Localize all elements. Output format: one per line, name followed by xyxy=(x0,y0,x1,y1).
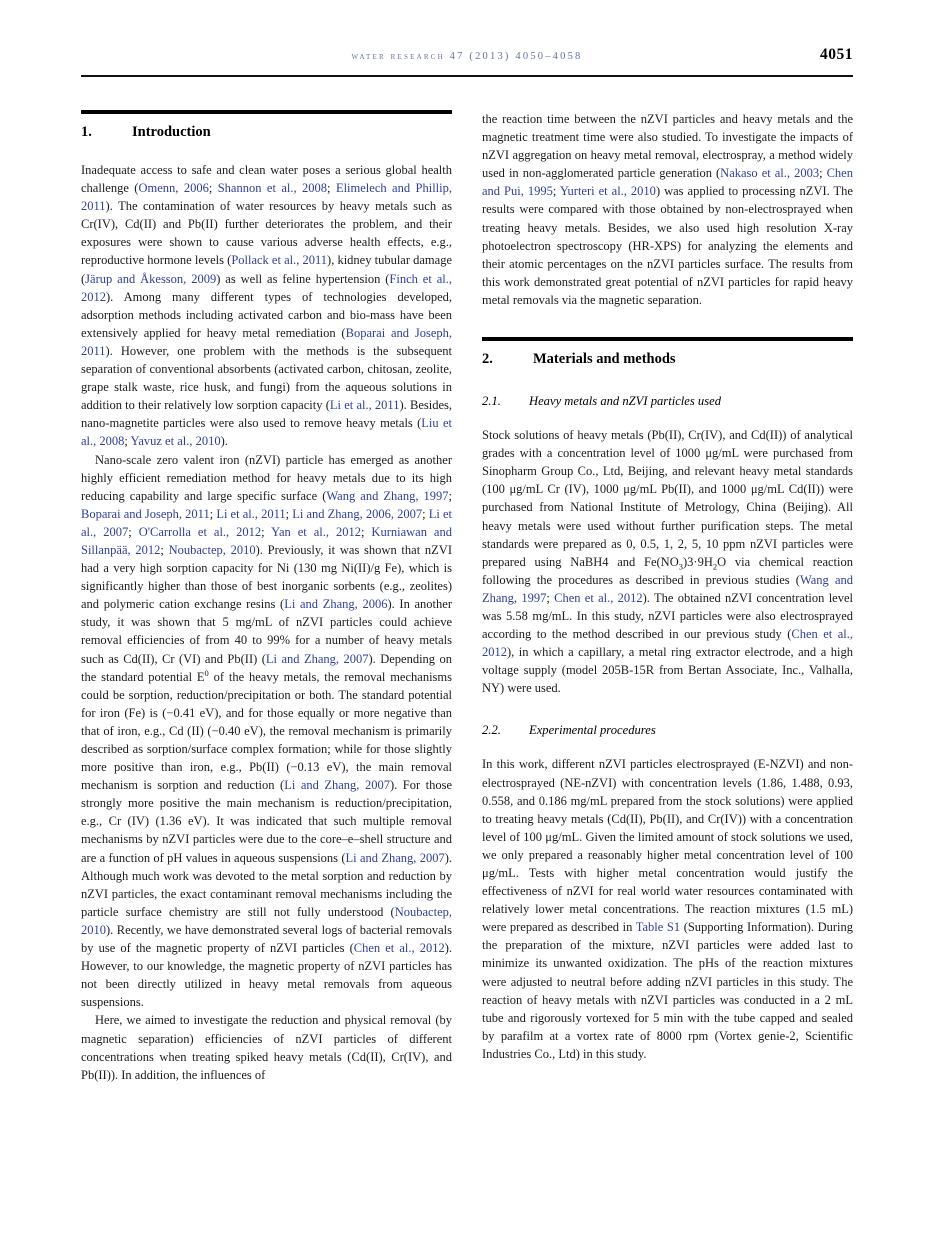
text-run: ; xyxy=(285,506,293,521)
text-run: Here, we aimed to investigate the reduction and physical removal (by magnetic separation) efficiencies of nZVI particles of different concentrations when treating spiked heavy metals (Cd(II), Cr(IV), and Pb(II)). In addition, the influences of xyxy=(81,1013,452,1082)
citation-link[interactable]: Shannon et al., 2008 xyxy=(217,181,328,196)
text-run: ; xyxy=(124,434,131,449)
text-run: ). xyxy=(220,434,228,449)
section-title xyxy=(482,351,853,368)
section-heading xyxy=(482,337,853,368)
subsection-title xyxy=(482,394,853,409)
text-run: ; xyxy=(819,166,827,181)
text-run: ). Depending on the standard potential E xyxy=(81,651,452,684)
text-run: ; xyxy=(208,181,218,196)
text-run: ; xyxy=(327,181,336,196)
citation-link[interactable]: Li et al., 2007 xyxy=(81,506,452,539)
citation-link[interactable]: Li and Zhang, 2007 xyxy=(284,778,390,793)
citation-link[interactable]: Yan et al., 2012 xyxy=(271,524,361,539)
citation-link[interactable]: Li and Zhang, 2006 xyxy=(284,597,388,612)
citation-link[interactable]: Li and Zhang, 2006, 2007 xyxy=(292,506,423,521)
paragraph xyxy=(81,161,452,451)
section-rule xyxy=(482,337,853,341)
page-number: 4051 xyxy=(820,46,853,63)
subsection-number: 2.1. xyxy=(482,394,501,409)
text-run: ). However, one problem with the methods is the subsequent separation of conventional absorbents (activated carbon, chitosan, zeolite, grape stalk waste, rice husk, and fungi) from the aqueous solutions in addition to their relatively low sorption capacity ( xyxy=(81,343,452,413)
subsection-number: 2.2. xyxy=(482,723,501,738)
citation-link[interactable]: Boparai and Joseph, 2011 xyxy=(81,506,210,521)
text-run: ; xyxy=(128,524,139,539)
journal-citation-line: water research 47 (2013) 4050–4058 xyxy=(351,51,583,62)
text-run: Stock solutions of heavy metals (Pb(II), Cr(IV), and Cd(II)) of analytical grades with a concentration level of 1000 μg/mL were purchased from Sinopharm Group Co., Ltd, Beijing, and relevant heavy metal standards (100 μg/mL Cr (IV), 1000 μg/mL Pb(II), and 1000 μg/mL Cd(II)) were purchased from National Institute of Metrology, China (Beijing). All heavy metals were used without further purification steps. The metal standards were prepared as 0, 0.5, 1, 2, 5, 10 ppm nZVI particles were prepared using NaBH4 and Fe(NO xyxy=(482,428,853,569)
section-title-text: Introduction xyxy=(132,124,211,140)
text-run: ) was applied to processing nZVI. The results were compared with those obtained by non-electrosprayed when treating heavy metals. Besides, we also used high resolution X-ray photoelectron spectroscopy (HR-XPS) for analyzing the elements and their atomic percentages on the nZVI particles surface. The results from this work demonstrated great potential of nZVI particles for rapid heavy metal removals via the magnetic separation. xyxy=(482,184,853,307)
citation-link[interactable]: Järup and Åkesson, 2009 xyxy=(85,271,217,286)
text-run: ; xyxy=(360,524,372,539)
text-run: ), in which a capillary, a metal ring extractor electrode, and a high voltage supply (model 205B-15R from Bertan Associate, Inc., Valhalla, NY) were used. xyxy=(482,645,853,696)
citation-link[interactable]: Li et al., 2011 xyxy=(329,398,400,413)
subsection-title xyxy=(482,723,853,738)
citation-link[interactable]: Wang and Zhang, 1997 xyxy=(326,488,449,503)
citation-link[interactable]: Nakaso et al., 2003 xyxy=(720,166,820,181)
text-run: ; xyxy=(261,524,272,539)
citation-link[interactable]: Boparai and Joseph, 2011 xyxy=(81,325,452,358)
subsection-title-text: Heavy metals and nZVI particles used xyxy=(529,394,722,409)
citation-link[interactable]: O'Carrolla et al., 2012 xyxy=(138,524,262,539)
citation-link[interactable]: Pollack et al., 2011 xyxy=(231,253,328,268)
subscript: 2 xyxy=(712,561,718,572)
text-run: ). However, to our knowledge, the magnetic property of nZVI particles has not been directly utilized in heavy metal removals from aqueous suspensions. xyxy=(81,941,452,1010)
subscript: 3 xyxy=(678,561,683,572)
paragraph xyxy=(482,755,853,1063)
text-run: ). Although much work was devoted to the metal sorption and reduction by nZVI particles, the exact contaminant removal mechanisms including the particle surface chemistry are still not fully understood ( xyxy=(81,850,452,919)
citation-link[interactable]: Noubactep, 2010 xyxy=(81,904,452,937)
citation-link[interactable]: Chen et al., 2012 xyxy=(554,590,643,605)
citation-link[interactable]: Chen and Pui, 1995 xyxy=(482,166,853,199)
text-run: ), kidney tubular damage ( xyxy=(81,253,452,286)
text-run: ; xyxy=(160,542,169,557)
left-column xyxy=(81,110,452,1084)
citation-link[interactable]: Li and Zhang, 2007 xyxy=(265,651,369,666)
text-run: ; xyxy=(422,506,429,521)
page-header xyxy=(81,46,853,69)
right-column xyxy=(482,110,853,1084)
citation-link[interactable]: Kurniawan and Sillanpää, 2012 xyxy=(81,524,452,557)
text-run: )3·9H xyxy=(683,554,713,569)
section-rule xyxy=(81,110,452,114)
citation-link[interactable]: Yavuz et al., 2010 xyxy=(130,434,221,449)
text-run: ; xyxy=(546,590,555,605)
text-run: ; xyxy=(552,184,560,199)
text-run: O via chemical reaction following the procedures as described in previous studies ( xyxy=(482,554,854,587)
text-run: of the heavy metals, the removal mechanisms could be sorption, reduction/precipitation or both. The standard potential for iron (Fe) is (−0.41 eV), and for those equally or more negative than that of iron, e.g., Cd (II) (−0.40 eV), the removal mechanism is primarily described as sorption/surface complex formation; while for those slightly more positive than iron, e.g., Pb(II) (−0.13 eV), the main removal mechanism is sorption and reduction ( xyxy=(81,669,452,793)
citation-link[interactable]: Li et al., 2011 xyxy=(216,506,286,521)
section-heading xyxy=(81,110,452,141)
paragraph xyxy=(81,1011,452,1083)
section-title-text: Materials and methods xyxy=(533,351,676,368)
text-run: ). For those strongly more positive the main mechanism is reduction/precipitation, e.g., Cr (IV) (1.36 eV). It was indicated that such multiple removal mechanisms by nZVI particles were due to the core–e–shell structure and are a function of pH values in aqueous suspensions ( xyxy=(81,778,453,865)
text-run: ). Recently, we have demonstrated several logs of bacterial removals by use of the magnetic property of nZVI particles ( xyxy=(81,922,452,956)
header-rule xyxy=(81,75,853,77)
text-run: ). The contamination of water resources by heavy metals such as Cr(IV), Cd(II) and Pb(II) further deteriorates the problem, and their exposures were shown to cause various adverse health effects, e.g., reproductive hormone levels ( xyxy=(81,199,452,268)
text-run: the reaction time between the nZVI particles and heavy metals and the magnetic treatment time were also studied. To investigate the impacts of nZVI aggregation on heavy metal removal, electrospray, a method widely used in non-agglomerated particle generation ( xyxy=(482,112,853,181)
citation-link[interactable]: Yurteri et al., 2010 xyxy=(559,184,656,199)
citation-link[interactable]: Li and Zhang, 2007 xyxy=(345,850,445,865)
text-run: ) as well as feline hypertension ( xyxy=(216,271,390,286)
section-number: 2. xyxy=(482,351,493,368)
text-run: ; xyxy=(209,506,217,521)
citation-link[interactable]: Noubactep, 2010 xyxy=(168,542,256,557)
paragraph xyxy=(482,426,853,697)
superscript: 0 xyxy=(204,667,209,678)
citation-link[interactable]: Chen et al., 2012 xyxy=(482,627,853,660)
section-number: 1. xyxy=(81,124,92,140)
paragraph xyxy=(81,451,452,1012)
citation-link[interactable]: Chen et al., 2012 xyxy=(353,941,445,956)
citation-link[interactable]: Omenn, 2006 xyxy=(138,181,209,196)
citation-link[interactable]: Finch et al., 2012 xyxy=(81,271,452,304)
article-body xyxy=(81,110,853,1084)
text-run: ). Previously, it was shown that nZVI had a very high sorption capacity for Ni (130 mg Ni(II)/g Fe), which is significantly higher than those of best inorganic sorbents (e.g., zeolites) and polymeric cation exchange resins ( xyxy=(81,542,452,612)
citation-link[interactable]: Elimelech and Phillip, 2011 xyxy=(81,181,452,214)
subsection-title-text: Experimental procedures xyxy=(529,723,656,738)
text-run: In this work, different nZVI particles electrosprayed (E-NZVI) and non-electrosprayed (NE-nZVI) with concentration levels (1.86, 1.488, 0.93, 0.558, and 0.186 mg/mL prepared from the stock solutions) were applied to treating heavy metals (Cd(II), Pb(II), and Cr(IV)) with a concentration level of 100 μg/mL. Given the limited amount of stock solutions we used, we only prepared a reasonably higher metal concentration level of 100 μg/mL. Tests with higher metal concentration would justify the effectiveness of nZVI for real world water resources contaminated with relatively lower metal concentrations. The reaction mixtures (1.5 mL) were prepared as described in xyxy=(482,757,853,935)
text-run: ). The obtained nZVI concentration level was 5.58 mg/mL. In this study, nZVI particles were also electrosprayed according to the method described in our previous study ( xyxy=(482,590,853,642)
text-run: ). In another study, it was shown that 5 mg/mL of nZVI particles could achieve removal efficiencies of from 40 to 99% for a number of heavy metals such as Cd(II), Cr (VI) and Pb(II) ( xyxy=(81,597,452,666)
paragraph xyxy=(482,110,853,309)
text-run: Nano-scale zero valent iron (nZVI) particle has emerged as another highly efficient remediation method for heavy metals due to its high reducing capability and large specific surface ( xyxy=(81,452,452,503)
citation-link[interactable]: Liu et al., 2008 xyxy=(81,416,452,449)
citation-link[interactable]: Wang and Zhang, 1997 xyxy=(482,572,853,605)
text-run: ). Among many different types of technologies developed, adsorption methods including activated carbon and bio-mass have been extensively applied for heavy metal remediation ( xyxy=(81,289,452,340)
text-run: ). Besides, nano-magnetite particles were also used to remove heavy metals ( xyxy=(81,398,453,431)
citation-link[interactable]: Table S1 xyxy=(635,920,681,935)
text-run: (Supporting Information). During the preparation of the mixture, nZVI particles were added last to minimize its unwanted oxidization. The pHs of the reaction mixtures were adjusted to neutral before adding nZVI particles in this study. The reaction of heavy metals with nZVI particles was conducted in a 2 mL tube and rigorously vortexed for 5 min with the tube capped and sealed by parafilm at a vortex rate of 8000 rpm (Vortex genie-2, Scientific Industries Co., Ltd) in this study. xyxy=(482,920,853,1061)
text-run: ; xyxy=(448,488,453,503)
section-title xyxy=(81,124,452,141)
text-run: Inadequate access to safe and clean water poses a serious global health challenge ( xyxy=(81,163,452,196)
